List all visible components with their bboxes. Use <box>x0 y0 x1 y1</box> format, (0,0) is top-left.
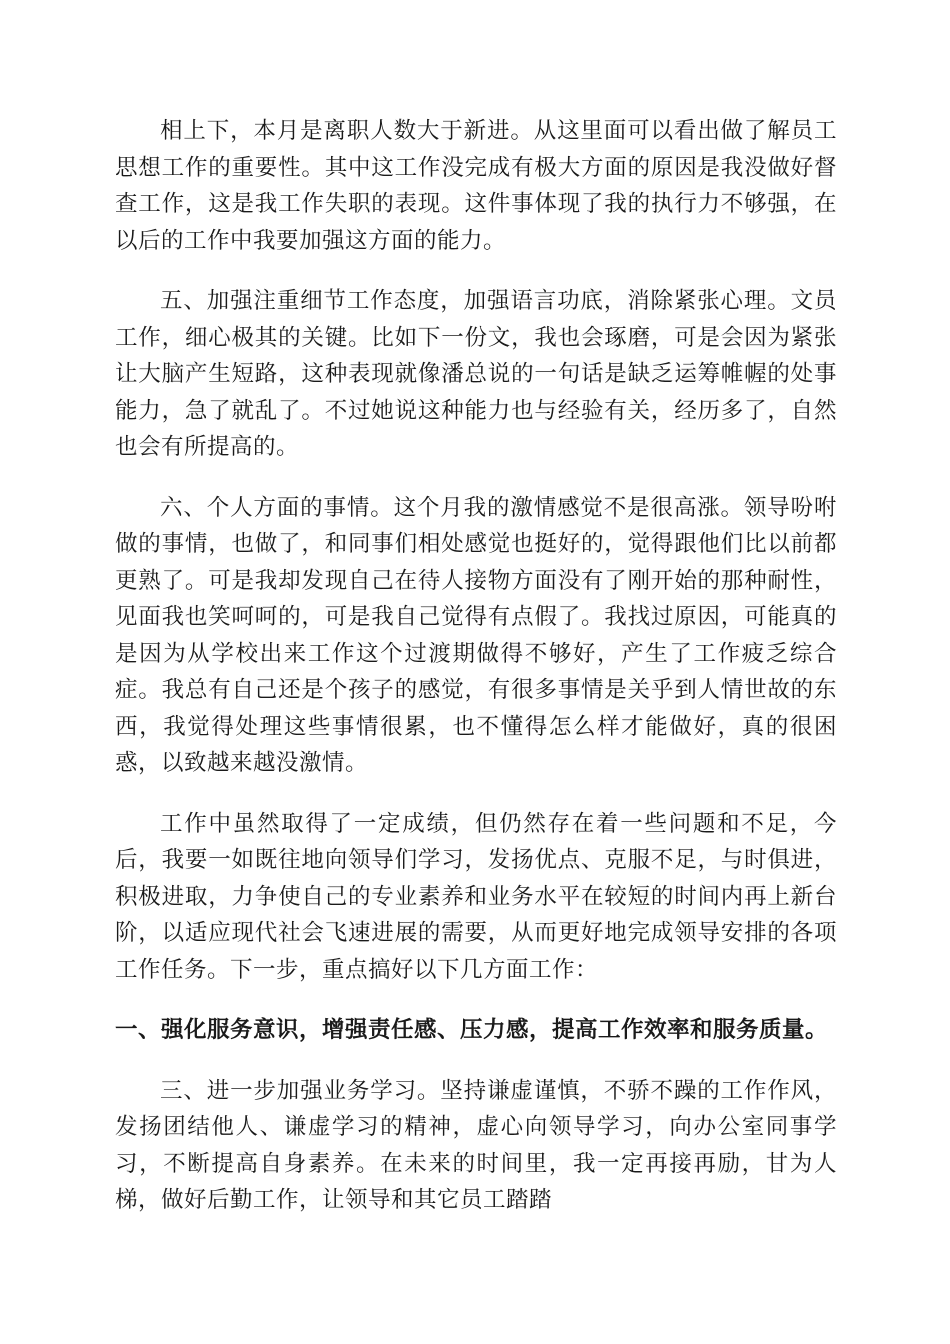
section-heading: 一、强化服务意识，增强责任感、压力感，提高工作效率和服务质量。 <box>115 1017 829 1043</box>
document-page <box>115 113 837 1243</box>
paragraph-point-six: 六、个人方面的事情。这个月我的激情感觉不是很高涨。领导吩咐做的事情，也做了，和同事们相处感觉也挺好的，觉得跟他们比以前都更熟了。可是我却发现自己在待人接物方面没有了刚开始的那种耐性，见面我也笑呵呵的，可是我自己觉得有点假了。我找过原因，可能真的是因为从学校出来工作这个过渡期做得不够好，产生了工作疲乏综合症。我总有自己还是个孩子的感觉，有很多事情是关乎到人情世故的东西，我觉得处理这些事情很累，也不懂得怎么样才能做好，真的很困惑，以致越来越没激情。 <box>115 494 837 776</box>
paragraph-point-five: 五、加强注重细节工作态度，加强语言功底，消除紧张心理。文员工作，细心极其的关键。比如下一份文，我也会琢磨，可是会因为紧张让大脑产生短路，这种表现就像潘总说的一句话是缺乏运筹帷幄的处事能力，急了就乱了。不过她说这种能力也与经验有关，经历多了，自然也会有所提高的。 <box>115 288 837 460</box>
paragraph-summary: 工作中虽然取得了一定成绩，但仍然存在着一些问题和不足，今后，我要一如既往地向领导们学习，发扬优点、克服不足，与时俱进，积极进取，力争使自己的专业素养和业务水平在较短的时间内再上新台阶，以适应现代社会飞速进展的需要，从而更好地完成领导安排的各项工作任务。下一步，重点搞好以下几方面工作： <box>115 810 837 983</box>
paragraph-point-three: 三、进一步加强业务学习。坚持谦虚谨慎，不骄不躁的工作作风，发扬团结他人、谦虚学习的精神，虚心向领导学习，向办公室同事学习，不断提高自身素养。在未来的时间里，我一定再接再励，甘为人梯，做好后勤工作，让领导和其它员工踏踏 <box>115 1077 837 1213</box>
paragraph-turnover: 相上下，本月是离职人数大于新进。从这里面可以看出做了解员工思想工作的重要性。其中这工作没完成有极大方面的原因是我没做好督查工作，这是我工作失职的表现。这件事体现了我的执行力不够强，在以后的工作中我要加强这方面的能力。 <box>115 118 837 254</box>
